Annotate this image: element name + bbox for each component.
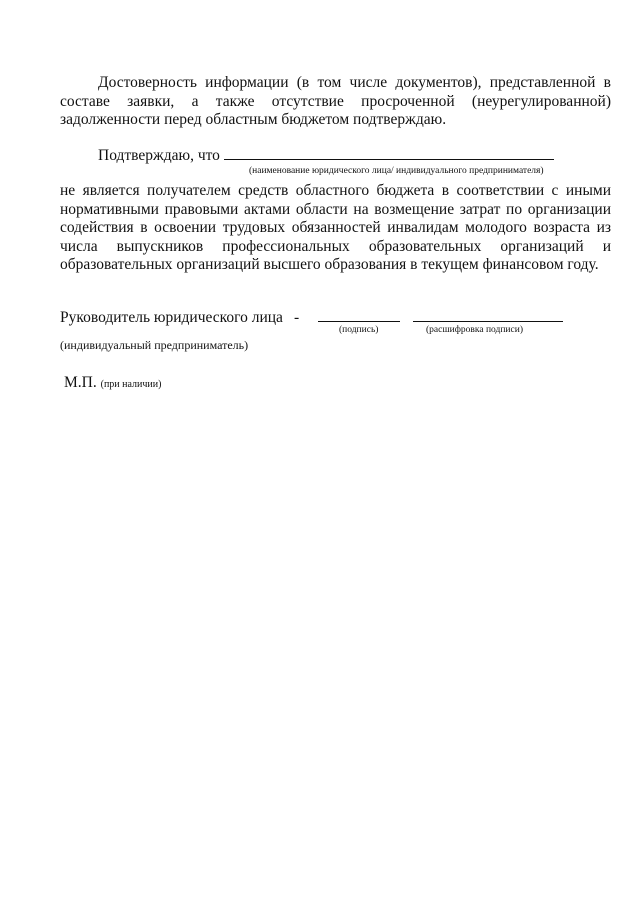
stamp-line — [64, 374, 161, 394]
signature-caption: (подпись) — [339, 325, 379, 335]
signature-blank — [318, 307, 400, 322]
confirmation-paragraph: Достоверность информации (в том числе документов), представленной в составе заявки, а также отсутствие просроченной (неурегулированной) задолженности перед областным бюджетом подтверждаю. — [60, 74, 611, 128]
stamp-label: М.П. — [64, 374, 97, 391]
head-label: Руководитель юридического лица — [60, 309, 283, 326]
signature-decode-caption: (расшифровка подписи) — [426, 325, 523, 335]
dash-separator: - — [294, 309, 300, 326]
non-recipient-paragraph: не является получателем средств областного бюджета в соответствии с иными нормативными правовыми актами области на возмещение затрат по организации содействия в освоении трудовых обязанностей инвалидам молодого возраста из числа выпускников профессиональных образовательных организаций и образовательных организаций высшего образования в текущем финансовом году. — [60, 182, 611, 273]
organization-name-caption: (наименование юридического лица/ индивидуального предпринимателя) — [249, 166, 544, 176]
confirm-line — [98, 146, 554, 165]
entrepreneur-label: (индивидуальный предприниматель) — [60, 338, 249, 352]
organization-name-blank — [224, 146, 554, 160]
stamp-note: (при наличии) — [100, 379, 162, 390]
signature-decode-blank — [413, 307, 563, 322]
confirm-prefix: Подтверждаю, что — [98, 147, 220, 164]
